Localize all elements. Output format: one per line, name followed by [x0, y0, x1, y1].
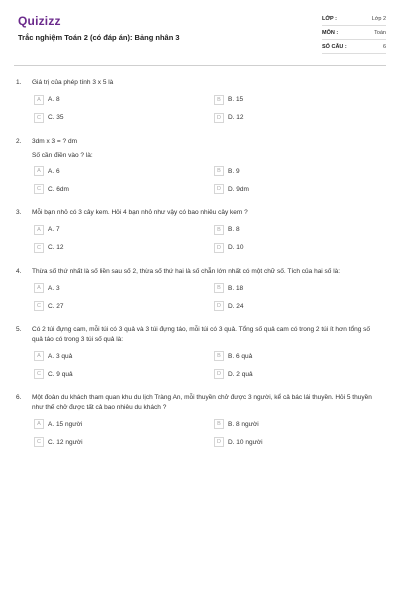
option-text: A. 15 người [48, 420, 83, 428]
question-number: 2. [16, 137, 22, 145]
option-letter-box: A [34, 351, 44, 361]
option-letter-box: A [34, 95, 44, 105]
option-letter-box: D [214, 437, 224, 447]
question-number: 5. [16, 326, 22, 333]
option-d[interactable] [214, 113, 364, 123]
question-text: Mỗi bạn nhỏ có 3 cây kem. Hỏi 4 bạn nhỏ như vậy có bao nhiêu cây kem ? [32, 209, 248, 216]
option-text: B. 18 [228, 284, 244, 292]
option-letter-box: C [34, 184, 44, 194]
worksheet-header [14, 0, 386, 66]
option-text: C. 9 quả [48, 370, 73, 378]
page-title: Trắc nghiệm Toán 2 (có đáp án): Bảng nhân 3 [18, 33, 180, 42]
option-c[interactable] [34, 437, 214, 447]
question-2 [14, 137, 386, 195]
option-letter-box: D [214, 243, 224, 253]
option-letter-box: C [34, 243, 44, 253]
question-text: Giá trị của phép tính 3 x 5 là [32, 79, 114, 86]
question-5 [14, 325, 386, 379]
option-text: A. 7 [48, 226, 60, 233]
option-text: B. 8 [228, 226, 240, 233]
option-letter-box: A [34, 419, 44, 429]
option-text: C. 27 [48, 302, 64, 310]
question-number: 3. [16, 209, 22, 216]
option-text: B. 15 [228, 96, 244, 103]
option-letter-box: D [214, 369, 224, 379]
option-letter-box: C [34, 369, 44, 379]
meta-key: MÔN : [322, 29, 339, 36]
option-b[interactable] [214, 225, 364, 235]
option-text: B. 6 quả [228, 352, 253, 360]
question-text: Có 2 túi đựng cam, mỗi túi có 3 quả và 3 túi đựng táo, mỗi túi có 3 quả. Tổng số quả cam có trong 2 túi ít hơn tổng số quả táo có trong 3 túi số quả là: [32, 326, 371, 343]
option-d[interactable] [214, 184, 364, 194]
options-grid [34, 225, 386, 253]
question-1 [14, 78, 386, 123]
meta-row-subject [322, 26, 386, 40]
option-text: B. 8 người [228, 420, 259, 428]
option-a[interactable] [34, 166, 214, 176]
option-text: D. 9dm [228, 185, 249, 193]
meta-row-class [322, 12, 386, 26]
option-b[interactable] [214, 351, 364, 361]
option-text: C. 6dm [48, 185, 69, 193]
meta-table [322, 12, 386, 54]
option-c[interactable] [34, 301, 214, 311]
question-number: 1. [16, 79, 22, 86]
option-a[interactable] [34, 225, 214, 235]
option-text: D. 10 người [228, 438, 263, 446]
option-d[interactable] [214, 437, 364, 447]
options-grid [34, 419, 386, 447]
option-d[interactable] [214, 301, 364, 311]
option-letter-box: B [214, 283, 224, 293]
option-a[interactable] [34, 419, 214, 429]
option-text: B. 9 [228, 167, 240, 175]
meta-value: Lớp 2 [371, 15, 386, 22]
question-3 [14, 208, 386, 253]
quizizz-logo: Quizizz [18, 14, 61, 28]
option-c[interactable] [34, 184, 214, 194]
options-grid [34, 95, 386, 123]
options-grid [34, 283, 386, 311]
option-letter-box: B [214, 95, 224, 105]
meta-row-count [322, 40, 386, 54]
meta-value: Toán [374, 29, 386, 36]
option-text: D. 24 [228, 302, 244, 310]
option-a[interactable] [34, 351, 214, 361]
option-letter-box: A [34, 283, 44, 293]
option-text: A. 8 [48, 96, 60, 103]
meta-value: 6 [382, 43, 386, 50]
option-text: D. 2 quả [228, 370, 253, 378]
option-c[interactable] [34, 369, 214, 379]
option-text: A. 6 [48, 167, 60, 175]
option-b[interactable] [214, 166, 364, 176]
question-text: Thừa số thứ nhất là số liền sau số 2, thừa số thứ hai là số chẵn lớn nhất có một chữ số. Tích của hai số là: [32, 267, 341, 275]
option-c[interactable] [34, 113, 214, 123]
question-4 [14, 267, 386, 312]
option-d[interactable] [214, 369, 364, 379]
question-6 [14, 393, 386, 447]
question-text: 3dm x 3 = ? dm [32, 137, 77, 145]
option-d[interactable] [214, 243, 364, 253]
option-a[interactable] [34, 283, 214, 293]
option-letter-box: C [34, 113, 44, 123]
option-text: A. 3 quả [48, 352, 73, 360]
option-letter-box: C [34, 437, 44, 447]
option-b[interactable] [214, 95, 364, 105]
option-text: C. 12 người [48, 438, 83, 446]
options-grid [34, 166, 386, 194]
option-letter-box: B [214, 351, 224, 361]
option-text: C. 35 [48, 114, 64, 121]
option-text: C. 12 [48, 244, 64, 251]
option-letter-box: D [214, 113, 224, 123]
option-letter-box: C [34, 301, 44, 311]
option-text: D. 12 [228, 114, 244, 121]
question-number: 6. [16, 394, 22, 401]
option-text: D. 10 [228, 244, 244, 251]
option-letter-box: A [34, 166, 44, 176]
question-subtext: Số cần điền vào ? là: [32, 152, 93, 159]
option-letter-box: D [214, 184, 224, 194]
option-letter-box: A [34, 225, 44, 235]
meta-key: LỚP : [322, 15, 337, 22]
option-letter-box: B [214, 166, 224, 176]
question-number: 4. [16, 267, 22, 275]
options-grid [34, 351, 386, 379]
option-b[interactable] [214, 419, 364, 429]
option-letter-box: B [214, 225, 224, 235]
question-list [14, 66, 386, 447]
option-c[interactable] [34, 243, 214, 253]
option-b[interactable] [214, 283, 364, 293]
option-letter-box: B [214, 419, 224, 429]
option-a[interactable] [34, 95, 214, 105]
question-text: Một đoàn du khách tham quan khu du lịch Tràng An, mỗi thuyền chở được 3 người, kể cả bác lái thuyền. Hỏi 5 thuyền như thế chở được tất cả bao nhiêu du khách ? [32, 394, 372, 411]
option-text: A. 3 [48, 284, 60, 292]
option-letter-box: D [214, 301, 224, 311]
meta-key: SỐ CÂU : [322, 43, 347, 50]
